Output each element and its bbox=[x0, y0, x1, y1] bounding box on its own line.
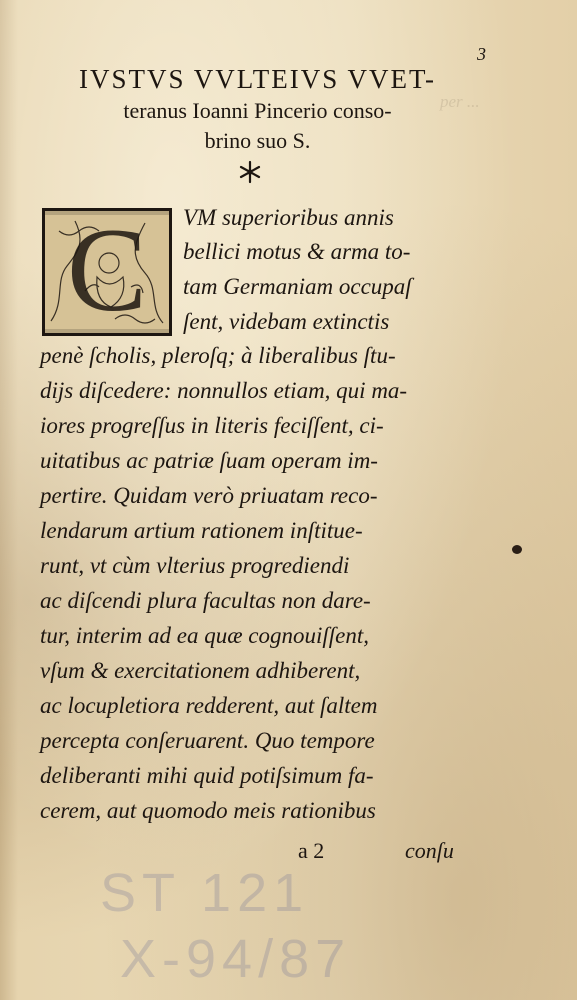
text-line-5: penè ſcholis, pleroſq; à liberalibus ſtu- bbox=[40, 343, 396, 368]
heading-line-1: IVSTVS VVLTEIVS VVET- bbox=[78, 64, 437, 94]
text-line-13: tur, interim ad ea quæ cognouiſſent, bbox=[40, 623, 370, 648]
text-line-16: percepta conſeruarent. Quo tempore bbox=[40, 728, 375, 753]
text-line-3: tam Germaniam occupaſ bbox=[183, 274, 412, 299]
text-line-1: VM superioribus annis bbox=[183, 205, 394, 230]
text-line-6: dijs diſcedere: nonnullos etiam, qui ma- bbox=[40, 378, 408, 403]
text-line-4: ſent, videbam extinctis bbox=[183, 309, 390, 334]
text-line-7: iores progreſſus in literis feciſſent, ci- bbox=[40, 413, 384, 438]
heading-line-2: teranus Ioanni Pincerio conso- bbox=[123, 98, 392, 123]
text-line-15: ac locupletiora redderent, aut ſaltem bbox=[40, 693, 378, 718]
asterisk-ornament-icon bbox=[238, 160, 262, 184]
text-line-2: bellici motus & arma to- bbox=[183, 239, 411, 264]
text-line-10: lendarum artium rationem inſtitue- bbox=[40, 518, 363, 543]
signature-mark: a 2 bbox=[298, 838, 325, 863]
text-line-8: uitatibus ac patriæ ſuam operam im- bbox=[40, 448, 378, 473]
text-line-9: pertire. Quidam verò priuatam reco- bbox=[40, 483, 378, 508]
catchword: conſu bbox=[405, 838, 454, 863]
text-line-12: ac diſcendi plura facultas non dare- bbox=[40, 588, 371, 613]
epistle-heading bbox=[35, 62, 480, 156]
text-line-18: cerem, aut quomodo meis rationibus bbox=[40, 798, 376, 823]
page-number: 3 bbox=[477, 44, 486, 64]
text-line-14: vſum & exercitationem adhiberent, bbox=[40, 658, 361, 683]
decorated-initial bbox=[42, 203, 172, 336]
library-shelfmark-stamp-1: ST 121 bbox=[100, 863, 310, 923]
ink-spot bbox=[512, 545, 522, 554]
text-line-17: deliberanti mihi quid potiſsimum fa- bbox=[40, 763, 374, 788]
bleed-through-text: per ... bbox=[440, 92, 480, 111]
initial-letter: C bbox=[66, 203, 148, 336]
library-shelfmark-stamp-2: X-94/87 bbox=[120, 929, 352, 989]
text-line-11: runt, vt cùm vlterius progrediendi bbox=[40, 553, 350, 578]
heading-line-3: brino suo S. bbox=[204, 128, 311, 153]
